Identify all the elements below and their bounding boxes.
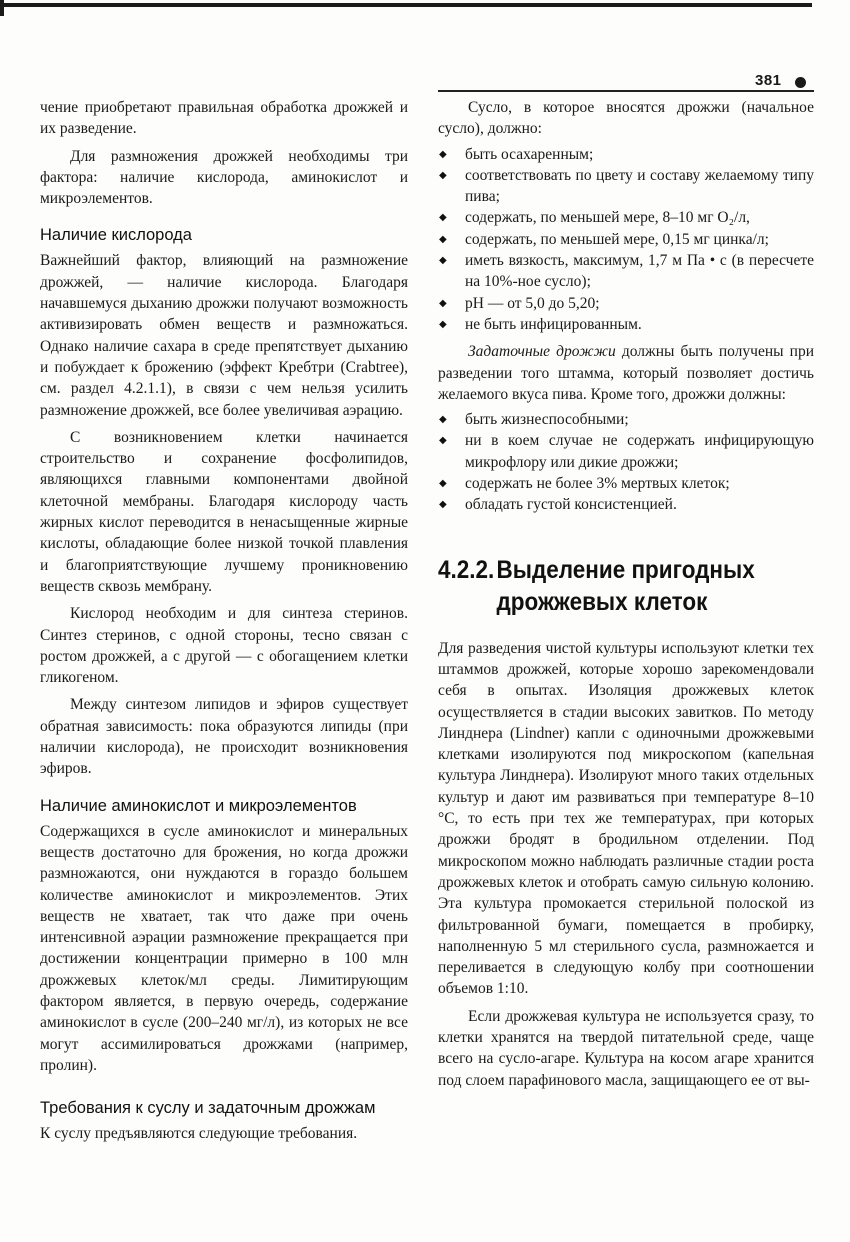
paragraph: чение приобретают правильная обработка дрожжей и их разведение. — [40, 99, 408, 138]
list-item: ◆ содержать не более 3% мертвых клеток; — [438, 473, 814, 494]
subheading-oxygen: Наличие кислорода — [40, 226, 192, 245]
section-title-line1: Выделение пригодных — [496, 555, 755, 584]
top-border-rule — [0, 3, 812, 7]
paragraph-text: должны быть получены при разведении того штамма, который позволяет достичь желаемого вкуса пива. Кроме того, дрожжи должны: — [438, 343, 815, 403]
right-column — [438, 97, 814, 1091]
list-item: ◆ ни в коем случае не содержать инфицирующую микрофлору или дикие дрожжи; — [438, 430, 814, 473]
paragraph — [438, 341, 814, 405]
list-item: ◆ иметь вязкость, максимум, 1,7 м Па • с (в пересчете на 10%-ное сусло); — [438, 250, 814, 293]
page-marker-dot — [795, 77, 806, 88]
list-item: ◆ pH — от 5,0 до 5,20; — [438, 293, 814, 314]
wort-requirements-list — [438, 144, 814, 336]
paragraph: Важнейший фактор, влияющий на размножение дрожжей, — наличие кислорода. Благодаря начавшемуся дыханию дрожжи получают возможность активизировать обмен веществ и размножаться. Однако наличие сахара в среде препятствует дыханию и побуждает к брожению (эффект Кребтри (Crabtree), см. раздел 4.2.1.1), в связи с чем нельзя усилить размножение дрожжей, все более увеличивая аэрацию. — [40, 252, 408, 419]
header-rule — [438, 90, 814, 92]
paragraph: Для размножения дрожжей необходимы три фактора: наличие кислорода, аминокислот и микроэлементов. — [40, 147, 408, 208]
section-number: 4.2.2. — [438, 555, 495, 584]
list-item: ◆ обладать густой консистенцией. — [438, 494, 814, 515]
paragraph: С возникновением клетки начинается строительство и сохранение фосфолипидов, являющихся главными компонентами двойной клеточной мембраны. Благодаря кислороду часть жирных кислот переводится в ненасыщенные жирные кислоты, обладающие более низкой точкой плавления и благоприятствующие лучшему проникновению веществ сквозь мембрану. — [40, 428, 408, 595]
section-title-line2: дрожжевых клеток — [496, 587, 708, 616]
paragraph: К суслу предъявляются следующие требования. — [40, 1125, 358, 1143]
term-pitching-yeast: Задаточные дрожжи — [468, 343, 616, 361]
section-title — [438, 554, 776, 618]
paragraph: Для разведения чистой культуры используют клетки тех штаммов дрожжей, которые хорошо зарекомендовали себя в опытах. Изоляция дрожжевых клеток осуществляется в стадии высоких завитков. По методу Линднера (Lindner) капли с одиночными дрожжевыми клетками изолируются под микроскопом (капельная культура Линднера). Изолируют много таких отдельных культур и дают им развиваться при температуре 8–10 °С, то есть при тех же температурах, при которых дрожжи бродят в бродильном отделении. Под микроскопом можно наблюдать различные стадии роста дрожжевых клеток и отобрать самую сильную колонию. Эта культура промокается стерильной полоской из фильтрованной бумаги, помещается в пробирку, наполненную 5 мл стерильного сусла, размножается и переливается в следующую колбу при соотношении объемов 1:10. — [438, 639, 814, 998]
paragraph: Сусло, в которое вносятся дрожжи (начальное сусло), должно: — [438, 99, 814, 138]
paragraph: Между синтезом липидов и эфиров существует обратная зависимость: пока образуются липиды (при наличии кислорода), не происходит возникновения эфиров. — [40, 696, 408, 778]
left-column — [40, 97, 408, 1144]
list-item: ◆ быть жизнеспособными; — [438, 409, 814, 430]
list-item: ◆ содержать, по меньшей мере, 0,15 мг цинка/л; — [438, 229, 814, 250]
paragraph: Если дрожжевая культура не используется сразу, то клетки хранятся на твердой питательной среде, чаще всего на сусло-агаре. Культура на косом агаре хранится под слоем парафинового масла, защищающего ее от вы- — [438, 1007, 814, 1089]
list-item: ◆ соответствовать по цвету и составу желаемому типу пива; — [438, 165, 814, 208]
list-item: ◆ не быть инфицированным. — [438, 314, 814, 335]
page-number: 381 — [755, 72, 782, 89]
subheading-wort-requirements: Требования к суслу и задаточным дрожжам — [40, 1099, 376, 1118]
list-item: ◆ содержать, по меньшей мере, 8–10 мг O₂/л, — [438, 207, 814, 228]
paragraph: Кислород необходим и для синтеза стеринов. Синтез стеринов, с одной стороны, тесно связан с ростом дрожжей, а с другой — с обогащением клетки гликогеном. — [40, 605, 408, 687]
list-item: ◆ быть осахаренным; — [438, 144, 814, 165]
subheading-amino-acids: Наличие аминокислот и микроэлементов — [40, 796, 357, 815]
paragraph: Содержащихся в сусле аминокислот и минеральных веществ достаточно для брожения, но когда дрожжи размножаются, они нуждаются в гораздо большем количестве аминокислот и микроэлементов. Этих веществ не хватает, так что даже при очень интенсивной аэрации размножение прекращается при достижении концентрации примерно в 100 млн дрожжевых клеток/мл среды. Лимитирующим фактором является, в первую очередь, содержание аминокислот в сусле (200–240 мг/л), из которых не все могут ассимилироваться дрожжами (например, пролин). — [40, 822, 408, 1074]
yeast-requirements-list — [438, 409, 814, 515]
